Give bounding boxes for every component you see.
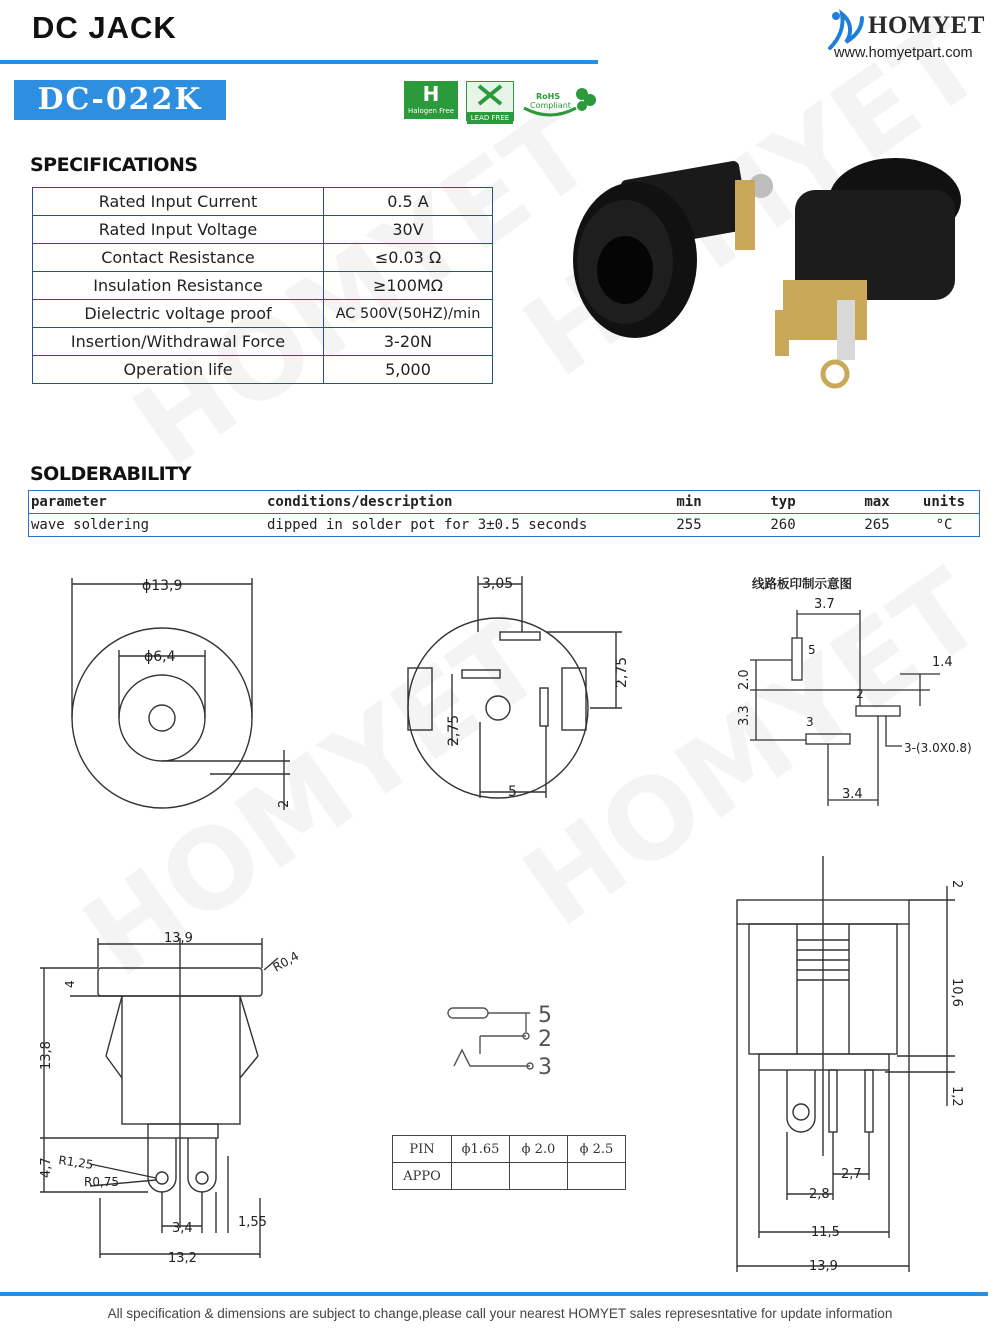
pcb-title: 线路板印制示意图 bbox=[752, 576, 853, 591]
pin-3-label: 3 bbox=[538, 1055, 552, 1080]
pad-3-label: 3 bbox=[806, 715, 814, 729]
cell: PIN bbox=[393, 1136, 452, 1163]
table-row bbox=[33, 188, 493, 216]
hf-icon: H bbox=[422, 82, 440, 106]
col-max: max bbox=[845, 491, 909, 514]
spec-value: ≥100MΩ bbox=[324, 272, 493, 300]
spec-value: ≤0.03 Ω bbox=[324, 244, 493, 272]
spec-key: Rated Input Voltage bbox=[33, 216, 324, 244]
cell: ϕ 2.5 bbox=[568, 1136, 626, 1163]
col-typ: typ bbox=[721, 491, 845, 514]
dim-11-5: 11,5 bbox=[811, 1225, 840, 1240]
dim-1-4: 1.4 bbox=[932, 655, 953, 670]
pad-size-note: 3-(3.0X0.8) bbox=[904, 741, 972, 755]
col-min: min bbox=[657, 491, 721, 514]
dim-2: 2 bbox=[949, 880, 964, 889]
dim-13-8: 13,8 bbox=[39, 1041, 54, 1070]
brand-url: www.homyetpart.com bbox=[834, 45, 973, 61]
dim-2-8: 2,8 bbox=[809, 1187, 830, 1202]
spec-value: 3-20N bbox=[324, 328, 493, 356]
cell: °C bbox=[935, 517, 953, 533]
dim-3-4: 3,4 bbox=[172, 1221, 193, 1236]
cell bbox=[510, 1163, 568, 1190]
page-title: DC JACK bbox=[32, 10, 177, 45]
table-row bbox=[33, 300, 493, 328]
solderability-heading: SOLDERABILITY bbox=[30, 463, 191, 485]
cell: wave soldering bbox=[31, 517, 150, 533]
table-row bbox=[33, 356, 493, 384]
solderability-table bbox=[28, 490, 980, 537]
dim-3-7: 3.7 bbox=[814, 597, 835, 612]
spec-key: Dielectric voltage proof bbox=[33, 300, 324, 328]
specifications-table bbox=[32, 187, 493, 384]
spec-value: 30V bbox=[324, 216, 493, 244]
spec-value: AC 500V(50HZ)/min bbox=[324, 300, 493, 328]
lead-free-label: LEAD FREE bbox=[467, 112, 513, 124]
cell: dipped in solder pot for 3±0.5 seconds bbox=[267, 517, 588, 533]
spec-key: Insulation Resistance bbox=[33, 272, 324, 300]
halogen-free-badge bbox=[404, 81, 458, 119]
cell: APPO bbox=[393, 1163, 452, 1190]
footer-rule bbox=[0, 1292, 988, 1296]
cell bbox=[568, 1163, 626, 1190]
rohs-badge bbox=[520, 82, 596, 120]
halogen-free-label: Halogen Free bbox=[407, 107, 455, 115]
product-photo bbox=[565, 150, 975, 390]
dim-offset: 2 bbox=[277, 799, 292, 808]
lead-free-badge bbox=[466, 81, 514, 121]
table-row bbox=[393, 1136, 626, 1163]
dim-r0-4: R0,4 bbox=[270, 948, 302, 975]
specifications-heading: SPECIFICATIONS bbox=[30, 154, 198, 176]
schematic-drawing bbox=[440, 996, 570, 1080]
dim-top-width: 13,9 bbox=[164, 931, 193, 946]
pad-5-label: 5 bbox=[808, 643, 816, 657]
cell bbox=[452, 1163, 510, 1190]
cell: 265 bbox=[864, 517, 890, 533]
table-row bbox=[393, 1163, 626, 1190]
dim-13-9: 13,9 bbox=[809, 1259, 838, 1274]
dim-r1-25: R1,25 bbox=[57, 1153, 95, 1172]
rohs-label: RoHS bbox=[536, 92, 561, 101]
cell: ϕ1.65 bbox=[452, 1136, 510, 1163]
table-row bbox=[33, 328, 493, 356]
dim-left: 2,75 bbox=[446, 714, 462, 746]
dim-3-4: 3.4 bbox=[842, 787, 863, 802]
header-rule bbox=[0, 60, 598, 64]
front-view-drawing bbox=[40, 570, 310, 815]
dim-outer-diameter: ϕ13,9 bbox=[142, 578, 183, 594]
spec-key: Contact Resistance bbox=[33, 244, 324, 272]
rear-view-drawing bbox=[400, 570, 630, 805]
dim-1-2: 1,2 bbox=[949, 1086, 964, 1107]
cell: 260 bbox=[770, 517, 796, 533]
table-header-row bbox=[29, 491, 980, 514]
table-row bbox=[33, 216, 493, 244]
spec-key: Insertion/Withdrawal Force bbox=[33, 328, 324, 356]
col-conditions: conditions/description bbox=[265, 491, 657, 514]
dim-2-7: 2,7 bbox=[841, 1167, 862, 1182]
col-units: units bbox=[909, 491, 980, 514]
lead-free-icon bbox=[467, 82, 513, 108]
spec-value: 5,000 bbox=[324, 356, 493, 384]
pin-table bbox=[392, 1135, 626, 1190]
profile-view-drawing bbox=[725, 856, 970, 1278]
pcb-layout-drawing bbox=[730, 574, 990, 810]
dim-r0-75: R0,75 bbox=[84, 1175, 120, 1189]
dim-top: 3,05 bbox=[482, 576, 514, 592]
model-number: DC-022K bbox=[14, 80, 226, 120]
side-view-drawing bbox=[30, 928, 320, 1268]
table-row bbox=[33, 272, 493, 300]
dim-13-2: 13,2 bbox=[168, 1251, 197, 1266]
rohs-compliant-label: Compliant bbox=[530, 101, 571, 110]
pad-2-label: 2 bbox=[856, 687, 864, 701]
col-parameter: parameter bbox=[29, 491, 266, 514]
spec-key: Operation life bbox=[33, 356, 324, 384]
dim-4: 4 bbox=[63, 980, 77, 988]
pin-5-label: 5 bbox=[538, 1003, 552, 1028]
dim-bottom: 5 bbox=[508, 784, 517, 800]
cell: ϕ 2.0 bbox=[510, 1136, 568, 1163]
dim-right: 2,75 bbox=[614, 656, 630, 688]
dim-inner-diameter: ϕ6,4 bbox=[144, 649, 176, 665]
spec-key: Rated Input Current bbox=[33, 188, 324, 216]
dim-4-7: 4,7 bbox=[39, 1157, 54, 1178]
pin-2-label: 2 bbox=[538, 1027, 552, 1052]
spec-value: 0.5 A bbox=[324, 188, 493, 216]
dim-1-55: 1,55 bbox=[238, 1215, 267, 1230]
cell: 255 bbox=[676, 517, 702, 533]
table-row bbox=[33, 244, 493, 272]
table-row bbox=[29, 514, 980, 537]
dim-3-3: 3.3 bbox=[737, 705, 752, 726]
dim-10-6: 10,6 bbox=[949, 978, 964, 1007]
dim-2-0: 2.0 bbox=[737, 669, 752, 690]
brand-name: HOMYET bbox=[868, 12, 985, 39]
footer-disclaimer: All specification & dimensions are subject to change,please call your nearest HOMYET sales represesntative for update information bbox=[107, 1306, 893, 1321]
